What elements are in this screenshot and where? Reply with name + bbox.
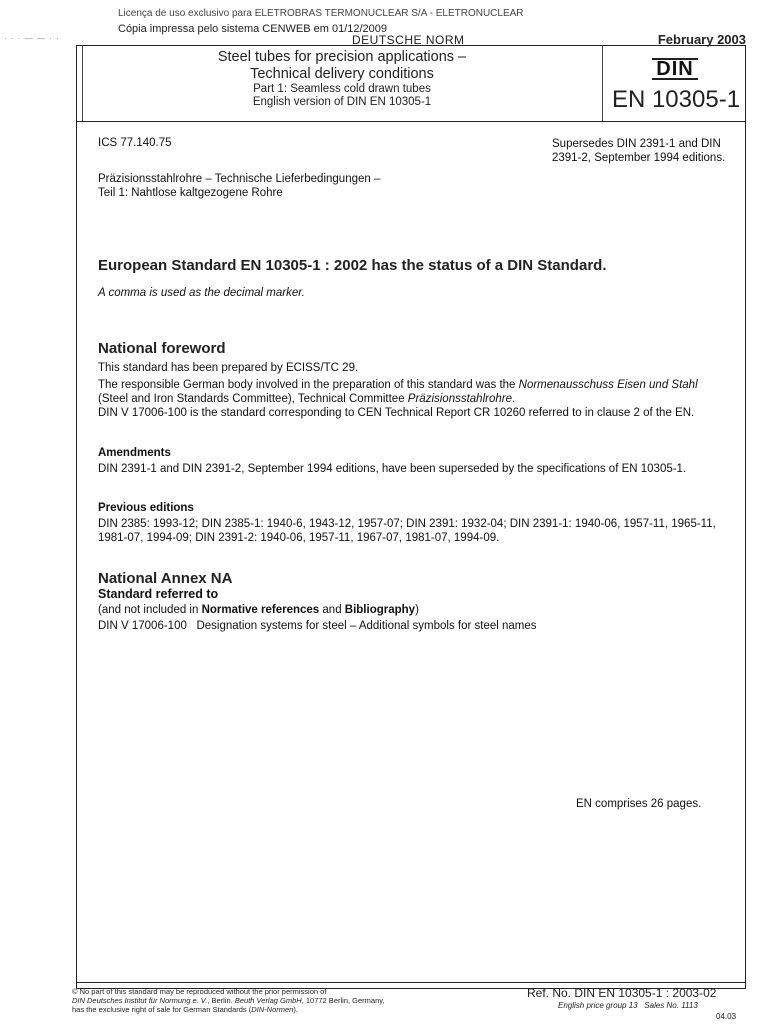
german-title-line-2: Teil 1: Nahtlose kaltgezogene Rohre — [98, 187, 283, 199]
header-left-rule — [82, 45, 83, 121]
decimal-note: A comma is used as the decimal marker. — [98, 287, 305, 299]
copyright-rights: has the exclusive right of sale for German Standards ( — [72, 1005, 252, 1014]
copyright-din: DIN Deutsches Institut für Normung e. V. — [72, 996, 208, 1005]
subtitle-line-2: English version of DIN EN 10305-1 — [252, 96, 432, 108]
standard-number: EN 10305-1 — [611, 86, 741, 113]
foreword-p2-text: The responsible German body involved in the preparation of this standard was the — [98, 379, 519, 391]
copyright-line-1: © No part of this standard may be reproduced without the prior permission of — [72, 987, 327, 996]
price-sales-info — [558, 1001, 698, 1010]
reference-entry — [98, 620, 537, 632]
foreword-paragraph-3: DIN V 17006-100 is the standard corresponding to CEN Technical Report CR 10260 referred to in clause 2 of the EN. — [98, 407, 695, 419]
publication-date: February 2003 — [657, 32, 746, 47]
standard-referred-heading: Standard referred to — [98, 587, 219, 601]
reference-note-normative: Normative references — [201, 604, 320, 616]
reference-title: Designation systems for steel – Additional symbols for steel names — [196, 620, 537, 632]
page-count-note: EN comprises 26 pages. — [576, 798, 702, 810]
copyright-line-3 — [72, 1005, 492, 1014]
sales-number: Sales No. 1113 — [644, 1001, 698, 1010]
copyright-line-2 — [72, 996, 492, 1005]
foreword-p2-tech-committee: Präzisionsstahlrohre — [407, 393, 512, 405]
ics-code: ICS 77.140.75 — [98, 137, 172, 149]
org-name: DEUTSCHE NORM — [352, 33, 465, 47]
header-divider — [76, 121, 746, 122]
reference-note — [98, 603, 730, 617]
din-logo-text: DIN — [652, 58, 697, 80]
header-right-rule — [602, 45, 603, 121]
margin-mark: · · · — — · · — [4, 34, 60, 43]
foreword-p2-text-2: (Steel and Iron Standards Committee), Technical Committee — [98, 393, 408, 405]
german-title-line-1: Präzisionsstahlrohre – Technische Lieferbedingungen – — [98, 173, 381, 185]
foreword-p2-end: . — [511, 393, 516, 405]
title-line-2: Technical delivery conditions — [250, 66, 434, 82]
license-notice: Licença de uso exclusivo para ELETROBRAS TERMONUCLEAR S/A - ELETRONUCLEAR — [118, 8, 524, 19]
footer-divider — [76, 982, 746, 983]
supersedes-note: Supersedes DIN 2391-1 and DIN 2391-2, September 1994 editions. — [552, 138, 726, 164]
foreword-paragraph-2 — [98, 378, 730, 406]
national-annex-heading: National Annex NA — [98, 570, 233, 587]
reference-note-and: and — [319, 604, 345, 616]
reference-note-text: (and not included in — [98, 604, 202, 616]
copyright-din-normen: DIN-Normen — [251, 1005, 294, 1014]
copyright-end: ). — [293, 1005, 298, 1014]
din-logo — [608, 58, 742, 80]
amendments-text: DIN 2391-1 and DIN 2391-2, September 1994 editions, have been superseded by the specifications of EN 10305-1. — [98, 463, 687, 475]
reference-note-bibliography: Bibliography — [344, 604, 416, 616]
copyright-address: , 10772 Berlin, Germany, — [301, 996, 385, 1005]
price-group: English price group 13 — [558, 1001, 638, 1010]
amendments-heading: Amendments — [98, 447, 171, 459]
edition-code: 04.03 — [716, 1012, 737, 1021]
previous-editions-heading: Previous editions — [98, 502, 194, 514]
subtitle-line-1: Part 1: Seamless cold drawn tubes — [253, 83, 431, 95]
reference-note-end: ) — [415, 604, 419, 616]
copyright-beuth: Beuth Verlag GmbH — [234, 996, 302, 1005]
copyright-berlin: , Berlin. — [207, 996, 235, 1005]
title-line-1: Steel tubes for precision applications – — [217, 49, 467, 65]
german-title — [98, 172, 380, 200]
title-block — [84, 49, 600, 109]
previous-editions-text: DIN 2385: 1993-12; DIN 2385-1: 1940-6, 1943-12, 1957-07; DIN 2391: 1932-04; DIN 2391-1: 1940-06, 1957-11, 1965-11, 1981-07, 1994-09; DIN 2391-2: 1940-06, 1957-11, 1967-07, 1981-07, 1994-09. — [98, 518, 716, 544]
copyright-notice — [72, 987, 492, 1014]
foreword-p2-committee: Normenausschuss Eisen und Stahl — [518, 379, 698, 391]
foreword-paragraph-1: This standard has been prepared by ECISS/TC 29. — [98, 362, 359, 374]
national-foreword-heading: National foreword — [98, 340, 226, 357]
print-notice: Cópia impressa pelo sistema CENWEB em 01/12/2009 — [118, 23, 388, 35]
reference-code: DIN V 17006-100 — [98, 620, 187, 632]
status-statement: European Standard EN 10305-1 : 2002 has the status of a DIN Standard. — [98, 257, 607, 274]
reference-number: Ref. No. DIN EN 10305-1 : 2003-02 — [527, 986, 717, 1000]
